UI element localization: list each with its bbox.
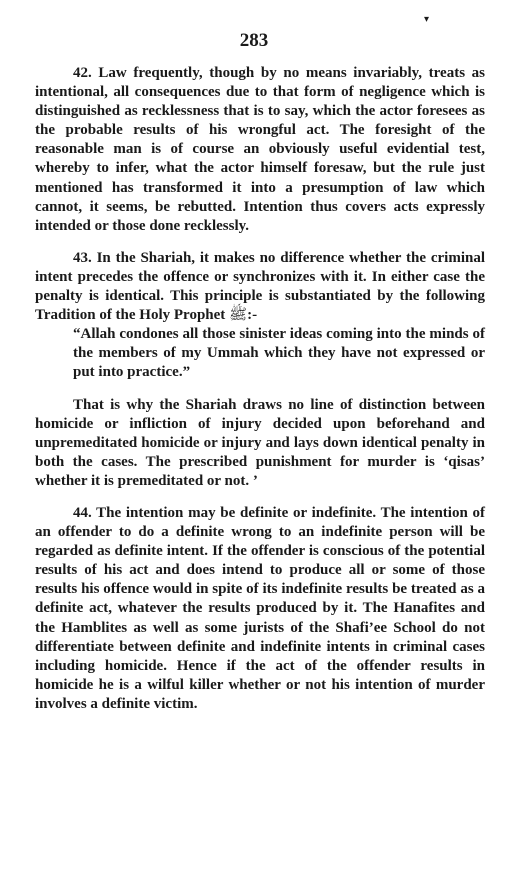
page-body bbox=[35, 64, 485, 714]
paragraph-43 bbox=[35, 249, 485, 325]
paragraph-shariah-distinction: That is why the Shariah draws no line of distinction between homicide or infliction of injury decided upon beforehand and unpremeditated homicide or injury and lays down identical penalty in both the cases. The prescribed punishment for murder is ‘qisas’ whether it is premeditated or not. ’ bbox=[35, 396, 485, 489]
page-number: 283 bbox=[239, 30, 269, 51]
block-quote: “Allah condones all those sinister ideas coming into the minds of the members of my Ummah which they have not expressed or put into practice.” bbox=[73, 326, 485, 381]
paragraph-43-suffix: :- bbox=[247, 307, 258, 324]
honorific-glyph: ﷺ bbox=[229, 307, 248, 324]
paragraph-44: 44. The intention may be definite or indefinite. The intention of an offender to do a definite wrong to an indefinite person will be regarded as definite intent. If the offender is conscious of the potential results of his act and does intend to produce all or some of those results his offence would in spite of its indefinite results be treated as a definite act, whatever the results produced by it. The Hanafites and the Hamblites as well as some jurists of the Shafi’ee School do not differentiate between definite and indefinite intents in criminal cases including homicide. Hence if the act of the offender results in homicide he is a wilful killer whether or not his intention of murder involves a definite victim. bbox=[35, 504, 485, 712]
top-corner-mark: ▾ bbox=[424, 14, 430, 25]
paragraph-42: 42. Law frequently, though by no means invariably, treats as intentional, all consequences due to that form of negligence which is distinguished as recklessness that is to say, which the actor foresees as the probable results of his wrongful act. The foresight of the reasonable man is of course an obviously useful evidential test, whereby to infer, what the actor himself foresaw, but the rule just mentioned has transformed it into a presumption of law which cannot, it seems, be rebutted. Intention thus covers acts expressly intended or those done recklessly. bbox=[35, 65, 485, 234]
paragraph-43-text: 43. In the Shariah, it makes no difference whether the criminal intent precedes the offence or synchronizes with it. In either case the penalty is identical. This principle is substantiated by the following Tradition of the Holy Prophet bbox=[35, 249, 485, 324]
